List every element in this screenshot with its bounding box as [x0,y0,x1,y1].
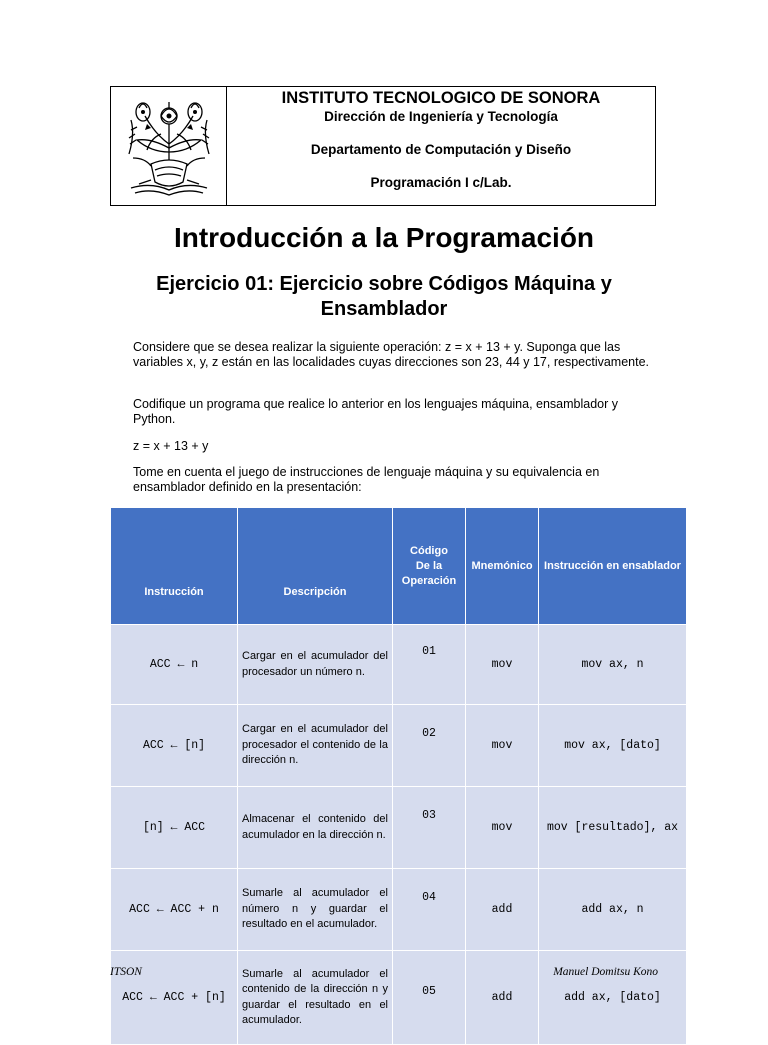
header-instruction: Instrucción [111,508,238,625]
header-opcode-line-3: Operación [401,574,457,587]
table-header-row [111,508,687,625]
cell-description: Sumarle al acumulador el contenido de la dirección n y guardar el resultado en el acumulador. [238,951,393,1045]
course-name: Programación I c/Lab. [370,175,512,190]
table-row [111,625,687,705]
cell-instruction: ACC ← ACC + [n] [111,951,238,1045]
cell-instruction: ACC ← n [111,625,238,705]
header-opcode [393,508,466,625]
cell-instruction: [n] ← ACC [111,787,238,869]
cell-description: Cargar en el acumulador del procesador un número n. [238,625,393,705]
paragraph-equation: z = x + 13 + y [133,439,209,453]
header-description: Descripción [238,508,393,625]
paragraph-note: Tome en cuenta el juego de instrucciones de lenguaje máquina y su equivalencia en ensamblador definido en la presentación: [133,465,600,494]
cell-assembly: mov [resultado], ax [539,787,687,869]
cell-assembly: mov ax, [dato] [539,705,687,787]
footer-institution: ITSON [110,966,142,978]
cell-assembly: mov ax, n [539,625,687,705]
cell-instruction: ACC ← [n] [111,705,238,787]
cell-opcode: 05 [393,951,466,1045]
header-assembly: Instrucción en ensablador [539,508,687,625]
cell-mnemonic: mov [466,625,539,705]
exercise-title: Ejercicio 01: Ejercicio sobre Códigos Máquina y Ensamblador [156,273,612,320]
paragraph-intro: Considere que se desea realizar la siguiente operación: z = x + 13 + y. Suponga que las variables x, y, z están en las localidades cuyas direcciones son 23, 44 y 17, respectivamente. [133,340,650,369]
institution-name: INSTITUTO TECNOLOGICO DE SONORA [281,89,601,107]
department-name: Departamento de Computación y Diseño [310,142,572,157]
cell-mnemonic: mov [466,787,539,869]
paragraph-task: Codifique un programa que realice lo anterior en los lenguajes máquina, ensamblador y Python. [133,397,619,426]
footer-author: Manuel Domitsu Kono [553,966,658,978]
cell-mnemonic: add [466,869,539,951]
cell-opcode: 01 [393,625,466,705]
cell-description: Sumarle al acumulador el número n y guardar el resultado en el acumulador. [238,869,393,951]
cell-assembly: add ax, [dato] [539,951,687,1045]
table-row [111,869,687,951]
page-title: Introducción a la Programación [173,222,595,253]
cell-opcode: 02 [393,705,466,787]
header-text [227,87,655,205]
header-box [110,86,656,206]
cell-instruction: ACC ← ACC + n [111,869,238,951]
cell-opcode: 04 [393,869,466,951]
cell-description: Almacenar el contenido del acumulador en la dirección n. [238,787,393,869]
cell-assembly: add ax, n [539,869,687,951]
direction-name: Dirección de Ingeniería y Tecnología [324,109,558,124]
cell-description: Cargar en el acumulador del procesador el contenido de la dirección n. [238,705,393,787]
table-row [111,705,687,787]
cell-opcode: 03 [393,787,466,869]
itson-emblem-icon [121,94,217,198]
cell-mnemonic: add [466,951,539,1045]
header-opcode-line-2: De la [415,559,443,572]
table-row [111,951,687,1045]
instruction-table [110,507,687,1045]
header-mnemonic: Mnemónico [466,508,539,625]
institution-logo [111,87,227,205]
table-row [111,787,687,869]
header-opcode-line-1: Código [410,544,448,557]
cell-mnemonic: mov [466,705,539,787]
